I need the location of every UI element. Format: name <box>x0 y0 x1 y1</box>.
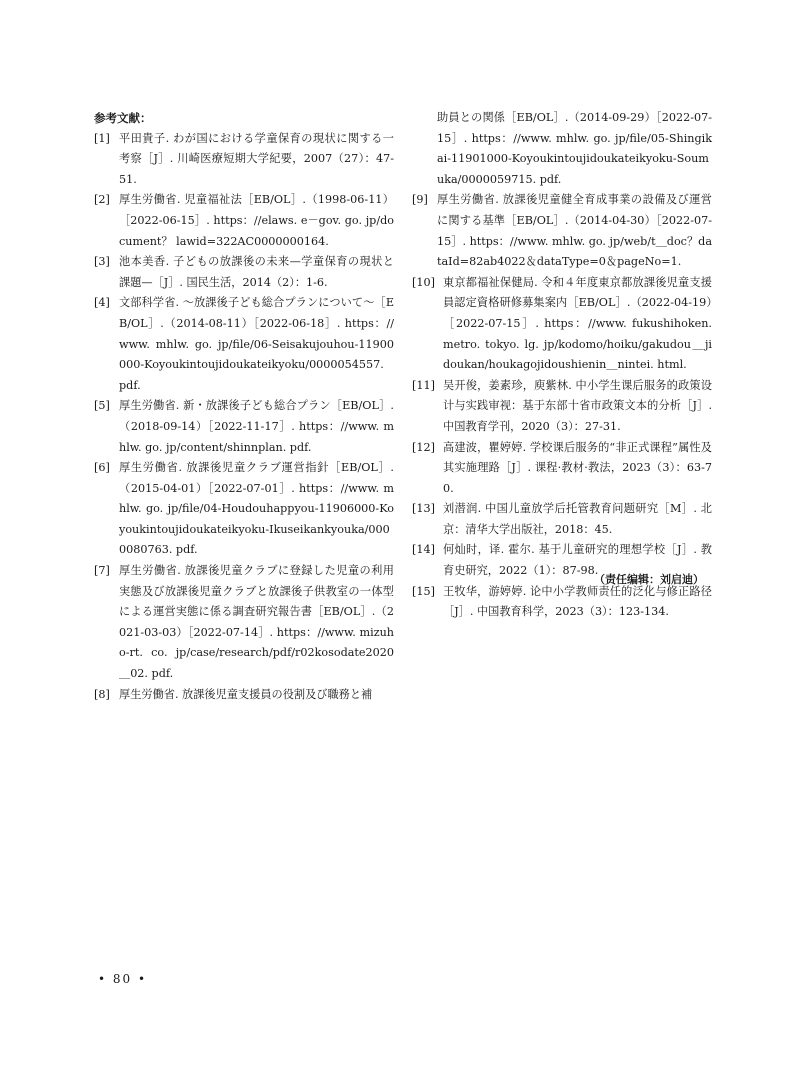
reference-item <box>412 273 712 376</box>
reference-text: 池本美香. 子どもの放課後の未来—学童保育の現状と課題—［J］. 国民生活，2014（2）：1-6. <box>119 255 394 289</box>
reference-item <box>94 561 394 685</box>
reference-text: 何灿时，译. 霍尔. 基于儿童研究的理想学校［J］. 教育史研究，2022（1）：87-98. <box>443 543 712 578</box>
reference-text: 助員との関係［EB/OL］.（2014-09-29）［2022-07-15］. https：//www. mhlw. go. jp/file/05-Shingikai-11901000-Koyoukintoujidoukateikyoku-Soumuka/0000059715. pdf. <box>437 111 712 186</box>
reference-item <box>94 685 394 706</box>
reference-number: [8] <box>94 687 110 701</box>
references-column-right <box>412 108 712 623</box>
reference-number: [1] <box>94 131 110 145</box>
reference-number: [9] <box>412 193 428 207</box>
reference-item <box>94 396 394 458</box>
reference-number: [10] <box>412 275 435 289</box>
editor-note: （责任编辑：刘启迪） <box>594 573 704 586</box>
reference-item <box>94 252 394 293</box>
reference-text: 文部科学省. ～放課後子ども総合プランについて～［EB/OL］.（2014-08-11）［2022-06-18］. https：//www. mhlw. go. jp/file/06-Seisakujouhou-11900000-Koyoukintoujidoukateikyoku/0000054557. pdf. <box>119 296 394 392</box>
reference-number: [11] <box>412 378 435 392</box>
reference-text: 刘潜润. 中国儿童放学后托管教育问题研究［M］. 北京：清华大学出版社，2018：45. <box>443 502 712 536</box>
reference-number: [6] <box>94 461 110 475</box>
reference-item <box>94 129 394 191</box>
reference-text: 高建波，瞿婷婷. 学校课后服务的“非正式课程”属性及其实施理路［J］. 课程·教材·教法，2023（3）：63-70. <box>443 440 712 495</box>
reference-number: [3] <box>94 255 110 269</box>
reference-text: 厚生労働省. 放課後児童支援員の役割及び職務と補 <box>119 687 373 701</box>
reference-text: 吴开俊，姜素珍，庾紫林. 中小学生课后服务的政策设计与实践审视：基于东部十省市政策文本的分析［J］. 中国教育学刊，2020（3）：27-31. <box>443 378 712 433</box>
page-number: • 80 • <box>98 972 148 986</box>
references-heading: 参考文献： <box>94 111 152 125</box>
reference-number: [12] <box>412 440 435 454</box>
reference-number: [13] <box>412 502 435 516</box>
reference-number: [2] <box>94 193 110 207</box>
reference-text: 東京都福祉保健局. 令和４年度東京都放課後児童支援員認定資格研修募集案内［EB/OL］.（2022-04-19）［2022-07-15］. https：//www. fukushihoken. metro. tokyo. lg. jp/kodomo/hoiku/gakudou＿jidoukan/houkagojidoushienin＿nintei. html. <box>443 275 712 372</box>
reference-text: 王牧华，游婷婷. 论中小学教师责任的泛化与修正路径［J］. 中国教育科学，2023（3）：123-134. <box>443 584 712 619</box>
references-column-left <box>94 108 394 705</box>
reference-item <box>412 190 712 272</box>
reference-number: [4] <box>94 296 110 310</box>
reference-number: [14] <box>412 543 435 557</box>
reference-text: 厚生労働省. 新・放課後子ども総合プラン［EB/OL］.（2018-09-14）［2022-11-17］. https：//www. mhlw. go. jp/content/shinnplan. pdf. <box>119 399 394 454</box>
reference-item <box>94 458 394 561</box>
reference-text: 平田貴子. わが国における学童保育の現状に関する一考察［J］. 川崎医療短期大学紀要，2007（27）：47-51. <box>119 131 394 186</box>
reference-text: 厚生労働省. 児童福祉法［EB/OL］.（1998-06-11）［2022-06-15］. https：//elaws. e－gov. go. jp/document？ lawid=322AC0000000164. <box>119 193 394 248</box>
reference-number: [15] <box>412 584 435 598</box>
reference-number: [5] <box>94 399 110 413</box>
reference-item <box>94 293 394 396</box>
reference-item <box>412 582 712 623</box>
reference-number: [7] <box>94 564 110 578</box>
reference-text: 厚生労働省. 放課後児童クラブ運営指針［EB/OL］.（2015-04-01）［2022-07-01］. https：//www. mhlw. go. jp/file/04-Houdouhappyou-11906000-Koyoukintoujidoukateikyoku-Ikuseikankyouka/0000080763. pdf. <box>119 461 394 557</box>
reference-item <box>412 438 712 500</box>
reference-text: 厚生労働省. 放課後児童健全育成事業の設備及び運営に関する基準［EB/OL］.（2014-04-30）［2022-07-15］. https：//www. mhlw. go. jp/web/t＿doc？dataId=82ab4022＆dataType=0＆pageNo=1. <box>437 193 712 269</box>
reference-continuation <box>412 108 712 190</box>
reference-item <box>412 499 712 540</box>
reference-item <box>412 376 712 438</box>
reference-text: 厚生労働省. 放課後児童クラブに登録した児童の利用実態及び放課後児童クラブと放課後子供教室の一体型による運営実態に係る調査研究報告書［EB/OL］.（2021-03-03）［2022-07-14］. https：//www. mizuho-rt. co. jp/case/research/pdf/r02kosodate2020＿02. pdf. <box>119 564 394 681</box>
reference-item <box>94 190 394 252</box>
